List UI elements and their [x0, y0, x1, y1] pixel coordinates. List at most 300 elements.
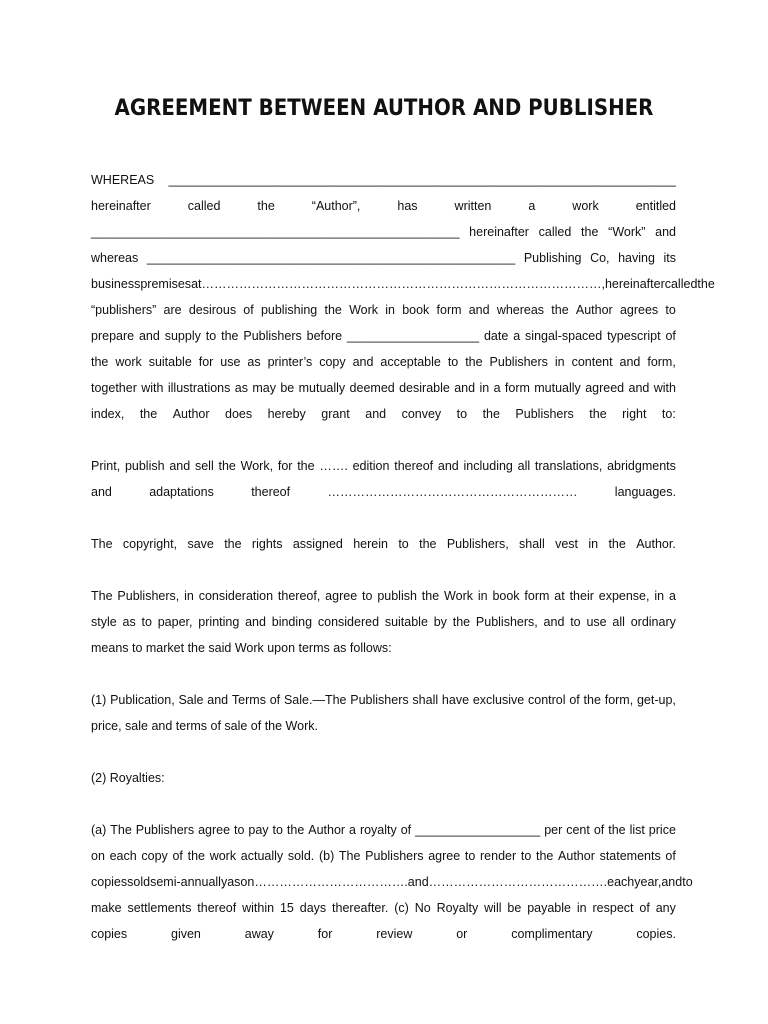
word: entitled — [635, 199, 676, 213]
word: agreed — [585, 381, 625, 395]
word: per — [544, 823, 563, 837]
word: and — [207, 693, 229, 707]
text-line — [91, 349, 676, 375]
word: are — [163, 303, 182, 317]
word: Publishers — [135, 823, 195, 837]
word: will — [484, 901, 502, 915]
text-line — [91, 531, 676, 557]
word: the — [221, 329, 239, 343]
paragraph-gap — [91, 557, 676, 583]
text-line — [91, 453, 676, 479]
word: of — [665, 849, 676, 863]
word: and — [437, 459, 459, 473]
paragraph-gap — [91, 427, 676, 453]
word: ___________________ — [346, 329, 480, 343]
word: the — [91, 355, 109, 369]
word: to — [682, 875, 693, 889]
word: a — [668, 589, 676, 603]
word: (b) — [318, 849, 335, 863]
word: with — [653, 381, 676, 395]
word: of — [400, 823, 412, 837]
word: list — [629, 823, 645, 837]
word: Publishers — [489, 355, 548, 369]
word: Publishers — [243, 329, 302, 343]
word: shall — [412, 693, 439, 707]
word: work — [209, 849, 237, 863]
word: book — [492, 589, 520, 603]
word: and — [245, 615, 266, 629]
word: for — [277, 459, 293, 473]
word: in — [184, 589, 194, 603]
word: deemed — [349, 381, 395, 395]
word: to — [464, 849, 476, 863]
word: complimentary — [511, 927, 593, 941]
word: (a) — [91, 823, 107, 837]
word: Co, — [590, 251, 610, 265]
word: to — [141, 615, 152, 629]
word: _____________________________________________________ — [91, 225, 460, 239]
text-line — [91, 193, 676, 219]
word: called — [664, 277, 698, 291]
word: No — [414, 901, 431, 915]
word: copies — [91, 875, 128, 889]
word: their — [569, 589, 594, 603]
word: Royalty — [436, 901, 479, 915]
word: the — [465, 355, 483, 369]
word: vest — [555, 537, 579, 551]
word: copy — [141, 849, 168, 863]
word: rights — [251, 537, 283, 551]
text-line — [91, 869, 693, 895]
word: 15 — [279, 901, 294, 915]
word: to — [205, 329, 217, 343]
word: the — [697, 277, 715, 291]
word: to — [234, 823, 245, 837]
word: suitable — [384, 615, 428, 629]
word: having — [618, 251, 655, 265]
word: form — [504, 381, 530, 395]
word: Publishers, — [475, 615, 538, 629]
word: together — [91, 381, 137, 395]
word: (2) Royalties: — [91, 771, 165, 785]
paragraph — [91, 167, 715, 427]
paragraph — [91, 687, 676, 739]
word: as — [247, 355, 261, 369]
word: the — [421, 589, 440, 603]
word: convey — [401, 407, 442, 421]
text-line — [91, 921, 676, 947]
word: publishing — [260, 303, 318, 317]
word: copies. — [636, 927, 676, 941]
word: a — [528, 199, 536, 213]
word: in — [385, 303, 395, 317]
word: make — [91, 901, 122, 915]
word: and — [628, 381, 650, 395]
word: have — [441, 693, 470, 707]
word: work — [572, 199, 599, 213]
word: save — [187, 537, 214, 551]
text-line — [91, 895, 676, 921]
word: the — [452, 615, 471, 629]
text-line — [91, 167, 676, 193]
word: to — [520, 849, 532, 863]
word: book — [402, 303, 430, 317]
word: use — [220, 355, 241, 369]
word: Publishing — [523, 251, 582, 265]
word: including — [463, 459, 513, 473]
word: __________________ — [415, 823, 541, 837]
word: as — [227, 875, 241, 889]
text-line — [91, 219, 676, 245]
paragraph — [91, 453, 676, 505]
text-line — [91, 245, 676, 271]
word: with — [141, 381, 164, 395]
word: hereinafter — [91, 199, 151, 213]
word: the — [297, 459, 315, 473]
word: and — [619, 355, 641, 369]
word: the — [187, 849, 205, 863]
word: Publishers — [365, 849, 424, 863]
word: actually — [240, 849, 284, 863]
word: at — [554, 589, 565, 603]
word: Author. — [636, 537, 676, 551]
word: copies — [91, 927, 128, 941]
word: the — [581, 225, 599, 239]
word: each — [109, 849, 137, 863]
word: thereof — [394, 459, 434, 473]
word: of — [665, 329, 676, 343]
word: at……………………………………………………………………………………, — [191, 277, 605, 291]
word: ……………………………….and — [254, 875, 429, 889]
word: Author — [575, 303, 613, 317]
word: to — [398, 537, 409, 551]
word: form — [436, 303, 462, 317]
text-line — [91, 479, 676, 505]
word: binding — [271, 615, 313, 629]
word: mutually — [534, 381, 581, 395]
word: may — [252, 381, 276, 395]
word: agree — [325, 589, 358, 603]
word: illustrations — [167, 381, 231, 395]
word: ……. — [319, 459, 348, 473]
word: on — [240, 875, 255, 889]
word: does — [225, 407, 253, 421]
word: to — [362, 589, 373, 603]
word: hereinafter — [469, 225, 529, 239]
word: Publishers — [350, 693, 409, 707]
word: of — [269, 693, 281, 707]
word: called — [538, 225, 572, 239]
word: WHEREAS — [91, 173, 155, 187]
text-line — [91, 713, 676, 739]
word: Author — [308, 823, 346, 837]
word: thereafter. — [332, 901, 389, 915]
word: in — [477, 589, 488, 603]
word: ordinary — [630, 615, 676, 629]
word: hereinafter — [604, 277, 665, 291]
text-line — [91, 687, 676, 713]
word: Author — [172, 407, 210, 421]
word: Publishers, — [117, 589, 180, 603]
word: to — [447, 355, 459, 369]
word: singal-spaced — [525, 329, 603, 343]
word: all — [612, 615, 625, 629]
word: whereas — [91, 251, 139, 265]
word: abridgments — [607, 459, 676, 473]
word: the — [551, 303, 569, 317]
word: “Author”, — [311, 199, 361, 213]
word: called — [187, 199, 221, 213]
word: and — [661, 875, 683, 889]
word: exclusive — [472, 693, 525, 707]
word: _________________________________________________________________________ — [168, 173, 676, 187]
word: paper, — [157, 615, 193, 629]
word: sell — [194, 459, 214, 473]
word: in — [479, 381, 490, 395]
word: and — [365, 407, 387, 421]
word: in — [588, 537, 599, 551]
word: “publishers” — [91, 303, 157, 317]
word: year, — [634, 875, 662, 889]
word: control — [528, 693, 566, 707]
text-line — [91, 635, 676, 661]
word: a — [349, 823, 356, 837]
word: Sale.—The — [283, 693, 347, 707]
word: The — [110, 823, 132, 837]
word: the — [419, 537, 437, 551]
text-line — [91, 609, 676, 635]
word: settlements — [127, 901, 192, 915]
word: semi-annually — [150, 875, 228, 889]
word: on — [91, 849, 105, 863]
word: date — [483, 329, 509, 343]
word: whereas — [496, 303, 545, 317]
word: and — [655, 225, 676, 239]
word: be — [280, 381, 295, 395]
word: expense, — [598, 589, 650, 603]
word: the — [482, 407, 500, 421]
word: a — [493, 381, 501, 395]
word: a — [513, 329, 521, 343]
word: of — [593, 823, 605, 837]
word: content — [571, 355, 613, 369]
word: Publication, — [110, 693, 175, 707]
paragraph-gap — [91, 505, 676, 531]
word: to — [456, 407, 468, 421]
word: supply — [164, 329, 201, 343]
word: as — [234, 381, 248, 395]
word: mutually — [298, 381, 346, 395]
word: (c) — [394, 901, 409, 915]
word: hereby — [267, 407, 306, 421]
word: of — [243, 303, 254, 317]
word: be — [507, 901, 522, 915]
word: for — [317, 927, 333, 941]
paragraph — [91, 765, 676, 791]
word: of — [639, 901, 650, 915]
word: thereof, — [277, 589, 321, 603]
word: acceptable — [380, 355, 441, 369]
word: The — [91, 589, 113, 603]
word: shall — [519, 537, 545, 551]
word: the — [224, 537, 242, 551]
word: consideration — [198, 589, 274, 603]
word: printing — [198, 615, 240, 629]
word: Sale — [178, 693, 204, 707]
word: its — [663, 251, 676, 265]
word: royalty — [359, 823, 397, 837]
word: respect — [592, 901, 634, 915]
word: and — [468, 303, 490, 317]
word: use — [586, 615, 607, 629]
word: desirable — [399, 381, 450, 395]
word: of — [172, 849, 183, 863]
word: get-up, — [636, 693, 676, 707]
text-line — [91, 375, 676, 401]
word: statements — [599, 849, 661, 863]
word: Work — [444, 589, 473, 603]
word: …………………………………………………… — [327, 485, 578, 499]
word: by — [433, 615, 447, 629]
word: work — [115, 355, 142, 369]
text-line — [91, 765, 676, 791]
word: sold — [127, 875, 151, 889]
word: Publishers, — [446, 537, 509, 551]
word: price, sale and terms of sale of the Work. — [91, 719, 318, 733]
word: considered — [317, 615, 380, 629]
document-title: AGREEMENT BETWEEN AUTHOR AND PUBLISHER — [114, 96, 654, 121]
word: and — [91, 485, 112, 499]
word: right — [622, 407, 647, 421]
word: as — [122, 615, 136, 629]
paragraph — [91, 817, 693, 947]
word: languages. — [614, 485, 676, 499]
word: Terms — [231, 693, 266, 707]
word: before — [306, 329, 343, 343]
word: printer’s — [267, 355, 313, 369]
word: away — [244, 927, 274, 941]
text-line — [91, 401, 676, 427]
word: business — [91, 277, 141, 291]
word: render — [480, 849, 517, 863]
word: copy — [319, 355, 346, 369]
word: days — [299, 901, 327, 915]
word: the — [324, 303, 342, 317]
word: within — [242, 901, 275, 915]
word: assigned — [292, 537, 343, 551]
word: style — [91, 615, 117, 629]
document-body — [91, 167, 715, 947]
word: (1) — [91, 693, 107, 707]
paragraph — [91, 583, 676, 661]
word: the — [535, 849, 554, 863]
word: edition — [352, 459, 390, 473]
word: index, — [91, 407, 125, 421]
word: premises — [140, 277, 192, 291]
word: The — [91, 537, 113, 551]
text-line — [91, 323, 676, 349]
word: has — [397, 199, 418, 213]
word: in — [554, 355, 565, 369]
word: for — [198, 355, 214, 369]
text-line — [91, 271, 715, 297]
word: review — [376, 927, 413, 941]
word: the — [583, 693, 601, 707]
text-line — [91, 583, 676, 609]
word: means to market the said Work upon terms as follows: — [91, 641, 392, 655]
word: Work, — [240, 459, 274, 473]
word: The — [338, 849, 361, 863]
word: agree — [428, 849, 461, 863]
word: in — [576, 901, 587, 915]
paragraph-gap — [91, 739, 676, 765]
word: and — [352, 355, 374, 369]
word: agrees — [619, 303, 659, 317]
word: Print, — [91, 459, 121, 473]
word: to: — [661, 407, 676, 421]
paragraph — [91, 531, 676, 557]
word: and — [138, 329, 160, 343]
word: Author — [558, 849, 595, 863]
word: to — [665, 303, 676, 317]
word: thereof — [197, 901, 237, 915]
word: the — [286, 823, 305, 837]
word: “Work” — [608, 225, 646, 239]
word: sold. — [287, 849, 315, 863]
word: form — [524, 589, 550, 603]
word: prepare — [91, 329, 135, 343]
word: to — [272, 823, 283, 837]
word: and — [543, 615, 565, 629]
word: desirous — [188, 303, 237, 317]
word: and — [169, 459, 191, 473]
word: the — [218, 459, 236, 473]
text-line — [91, 817, 676, 843]
text-line — [91, 297, 676, 323]
word: the — [608, 537, 626, 551]
word: each — [607, 875, 635, 889]
word: _____________________________________________________ — [146, 251, 516, 265]
word: typescript — [607, 329, 661, 343]
word: or — [456, 927, 468, 941]
word: agree — [198, 823, 231, 837]
word: pay — [248, 823, 269, 837]
word: any — [655, 901, 676, 915]
word: payable — [527, 901, 571, 915]
paragraph-gap — [91, 791, 676, 817]
word: the — [257, 199, 275, 213]
word: thereof — [251, 485, 291, 499]
word: grant — [321, 407, 350, 421]
word: and — [454, 381, 476, 395]
text-line — [91, 843, 676, 869]
word: form, — [604, 693, 634, 707]
word: form, — [647, 355, 676, 369]
word: translations, — [534, 459, 603, 473]
word: adaptations — [149, 485, 214, 499]
word: written — [454, 199, 492, 213]
word: herein — [353, 537, 388, 551]
word: all — [517, 459, 531, 473]
word: to — [570, 615, 581, 629]
word: the — [589, 407, 607, 421]
word: ……………………………………. — [428, 875, 608, 889]
word: suitable — [148, 355, 192, 369]
word: of — [569, 693, 580, 707]
word: Publishers — [515, 407, 574, 421]
word: Work — [349, 303, 379, 317]
word: in — [654, 589, 665, 603]
